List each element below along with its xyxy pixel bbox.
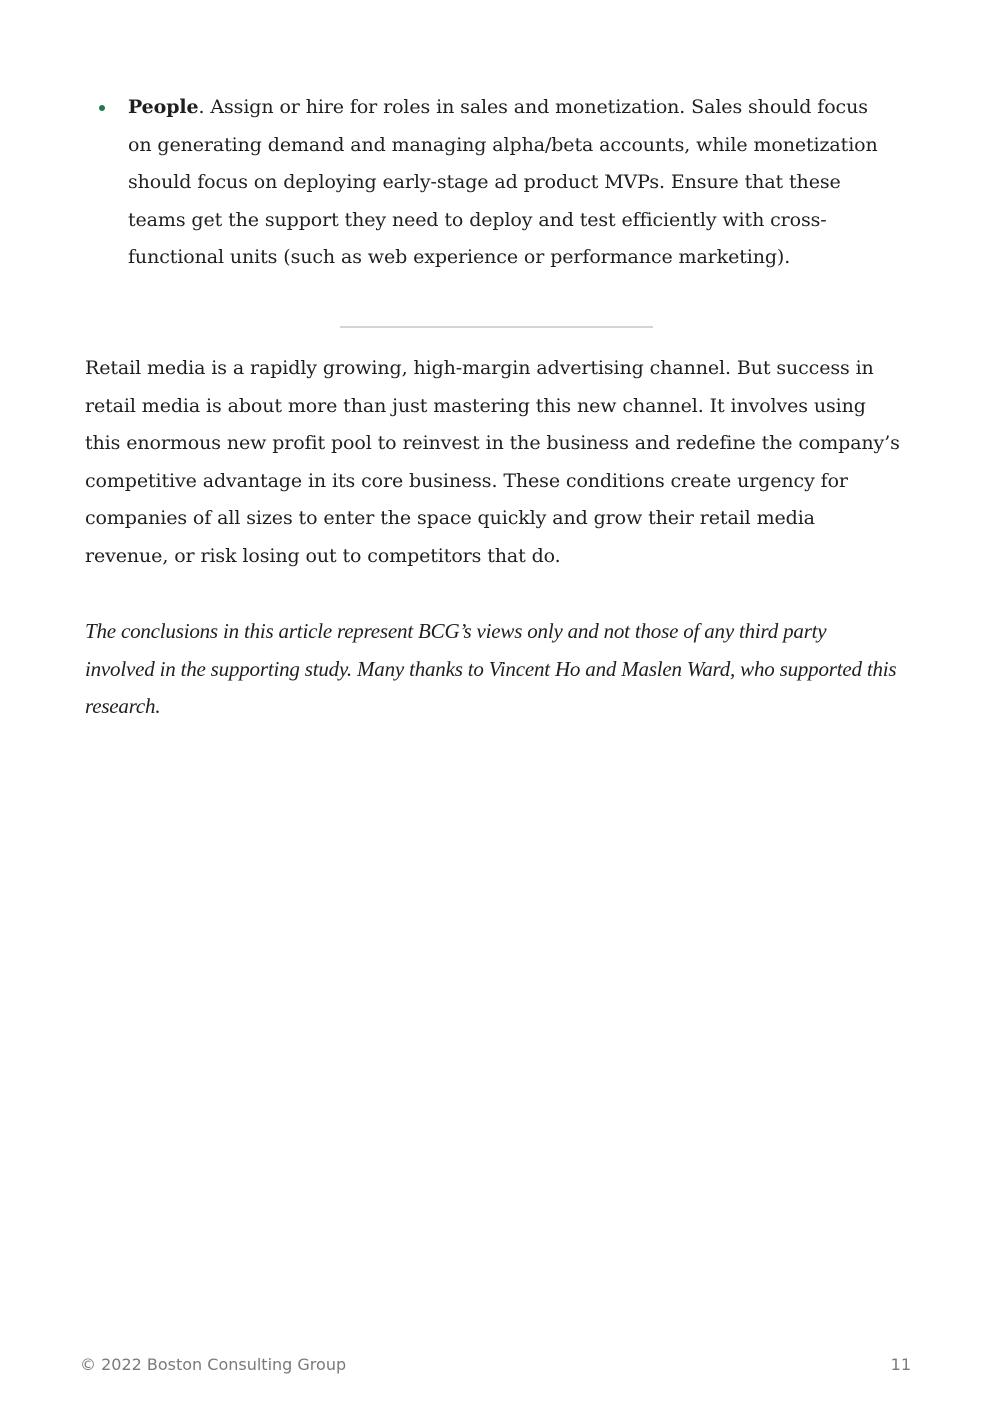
bullet-text: . Assign or hire for roles in sales and monetization. Sales should focus on generating demand and managing alpha/beta accounts, while monetization should focus on deploying early-stage ad product MVPs. Ensure that these teams get the support they need to deploy and test efficiently with cross-functional units (such as web experience or performance marketing).	[128, 96, 878, 269]
page-number: 11	[890, 1355, 911, 1374]
disclaimer-note: The conclusions in this article represent BCG’s views only and not those of any third party involved in the supporting study. Many thanks to Vincent Ho and Maslen Ward, who supported this research.	[85, 619, 897, 719]
bullet-item-people	[97, 89, 897, 277]
closing-paragraph: Retail media is a rapidly growing, high-margin advertising channel. But success in retail media is about more than just mastering this new channel. It involves using this enormous new profit pool to reinvest in the business and redefine the company’s competitive advantage in its core business. These conditions create urgency for companies of all sizes to enter the space quickly and grow their retail media revenue, or risk losing out to competitors that do.	[85, 357, 900, 567]
bullet-lead: People	[128, 96, 199, 118]
bullet-list	[97, 89, 897, 277]
section-divider	[340, 326, 653, 328]
bullet-dot-icon	[99, 105, 105, 111]
footer-copyright: © 2022 Boston Consulting Group	[80, 1355, 347, 1374]
